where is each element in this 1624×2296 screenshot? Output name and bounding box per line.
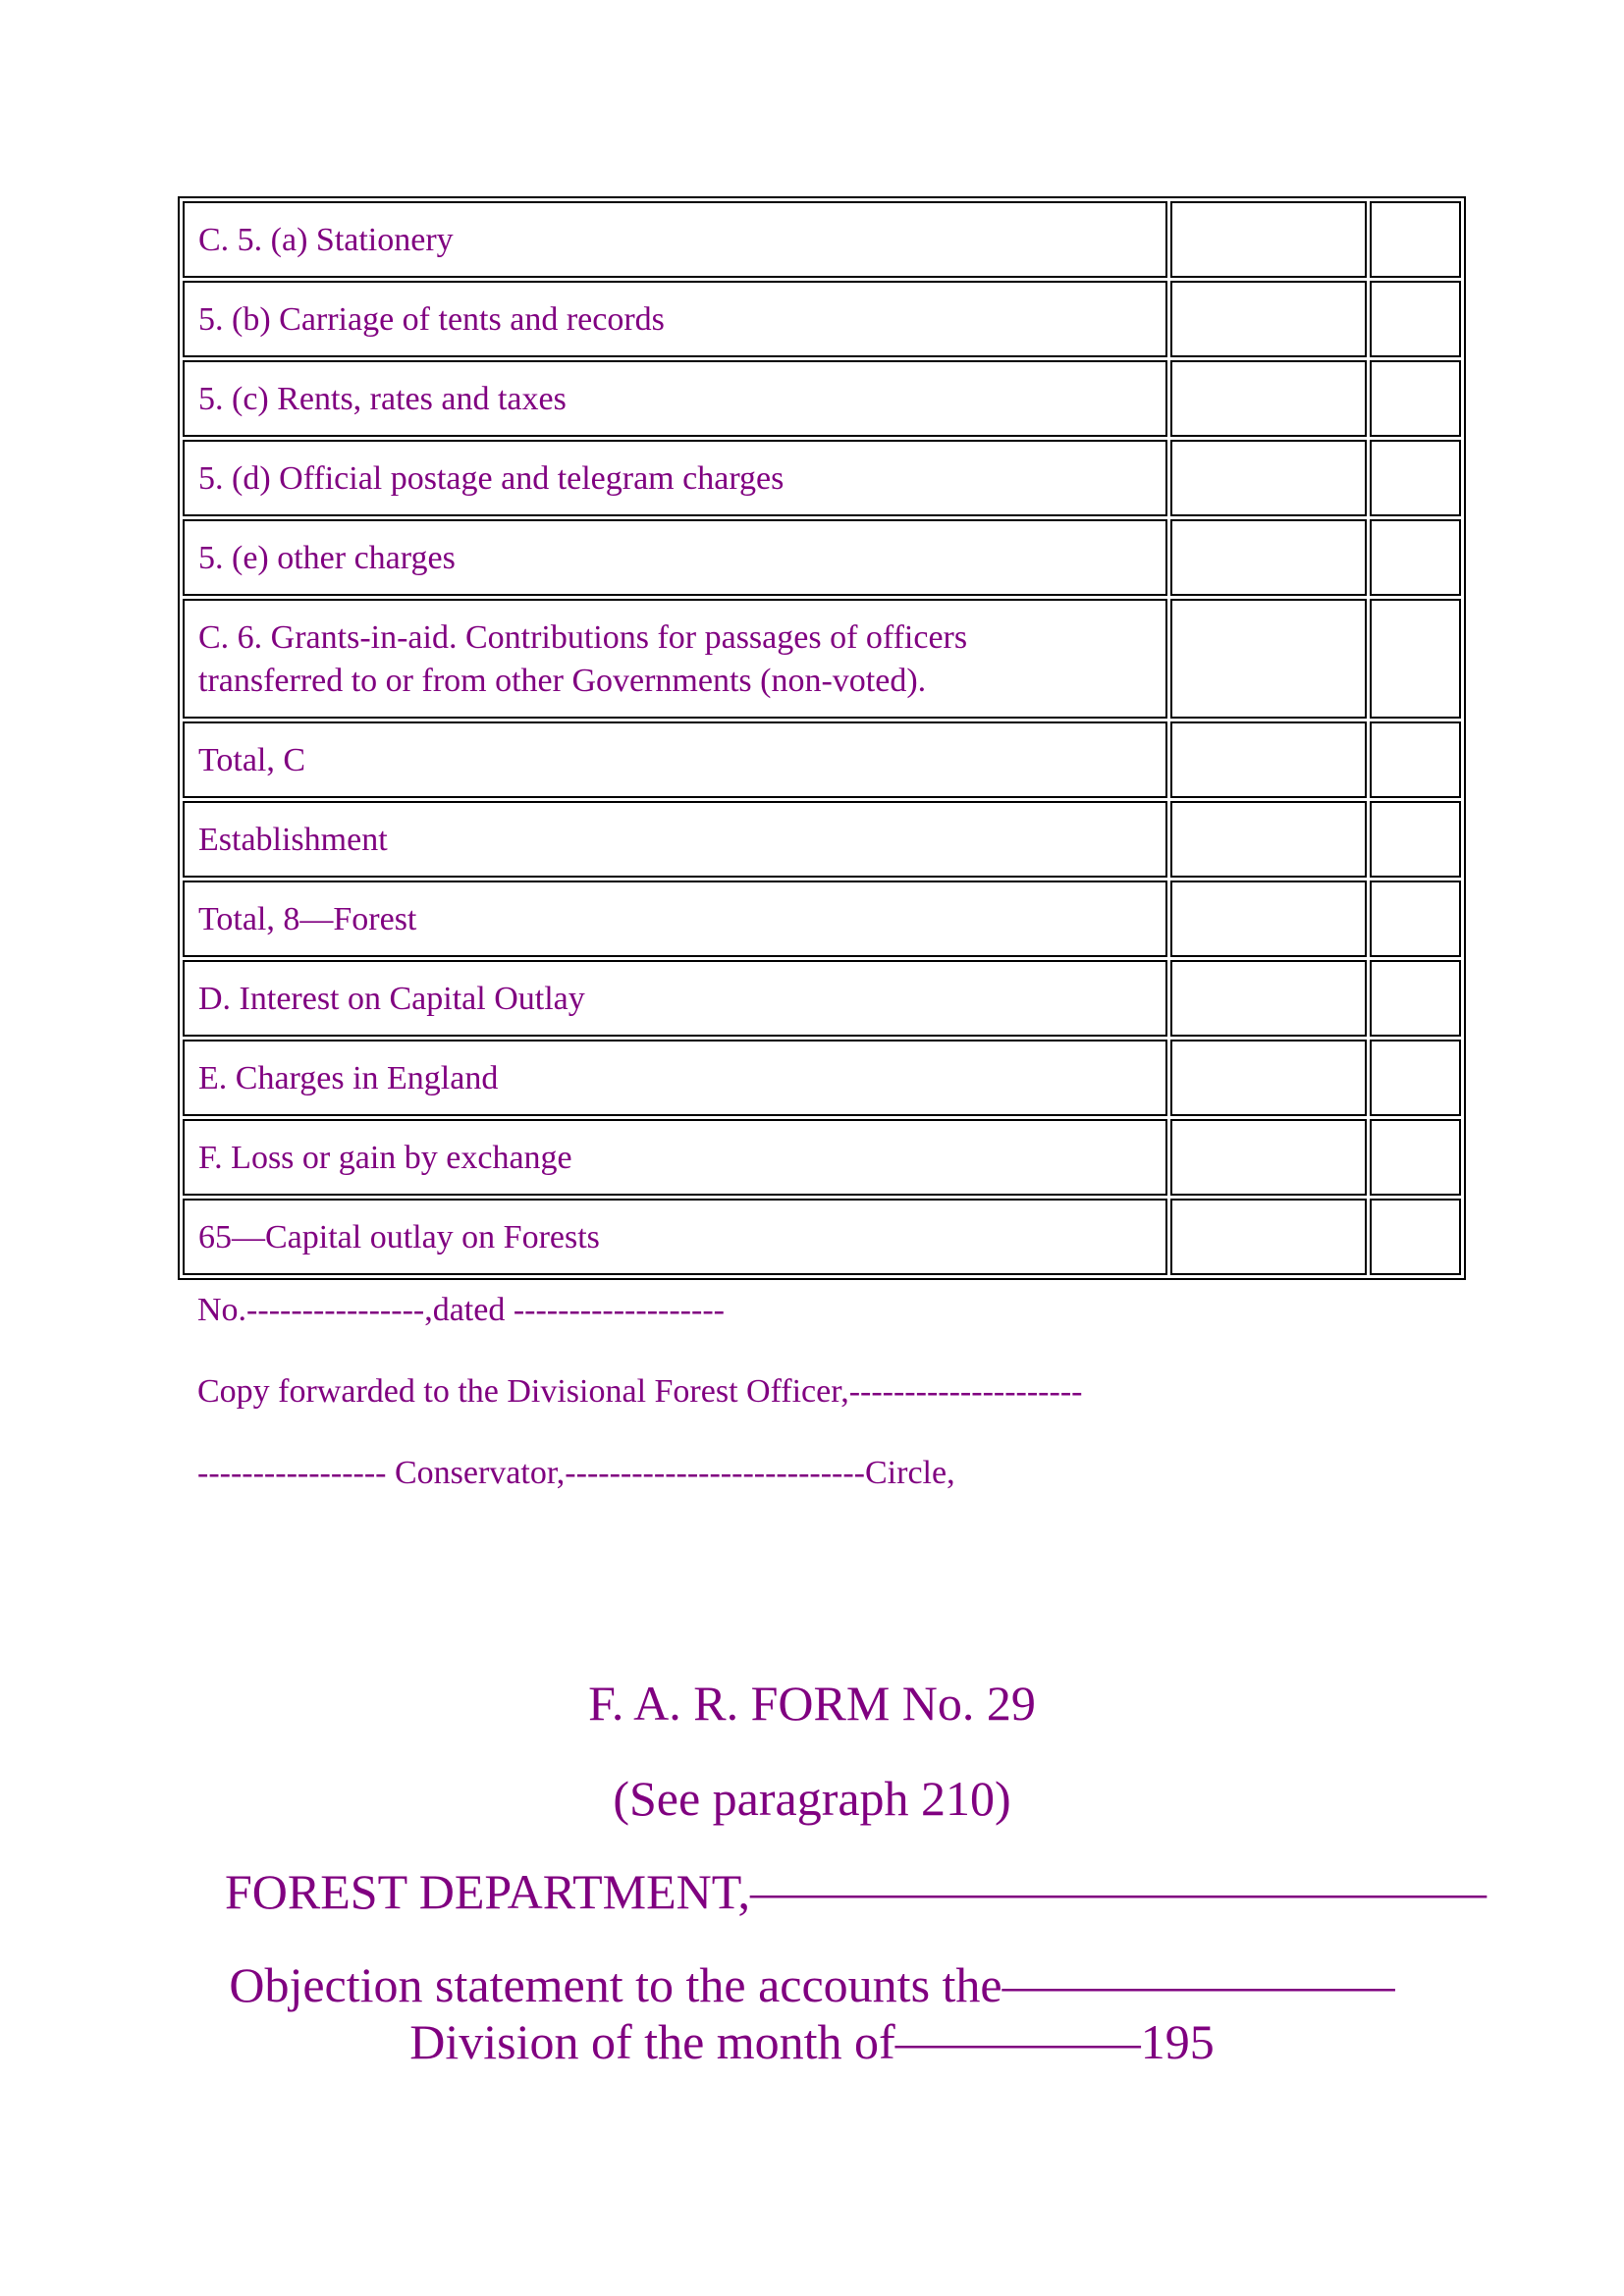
amount-cell [1170,440,1367,516]
table-row [183,721,1461,798]
amount-cell [1170,1199,1367,1275]
amount-cell [1370,1040,1461,1116]
row-label: 5. (b) Carriage of tents and records [183,281,1167,357]
expenditure-table [178,196,1466,1280]
row-label: E. Charges in England [183,1040,1167,1116]
amount-cell [1370,1199,1461,1275]
table-row [183,440,1461,516]
table-row [183,881,1461,957]
amount-cell [1170,281,1367,357]
amount-cell [1370,1119,1461,1196]
row-label: C. 5. (a) Stationery [183,201,1167,278]
table-row [183,599,1461,719]
conservator-circle-line: ----------------- Conservator,---------------------------Circle, [197,1455,955,1491]
row-label: Establishment [183,801,1167,878]
amount-cell [1370,201,1461,278]
amount-cell [1170,1119,1367,1196]
amount-cell [1370,281,1461,357]
number-dated-line: No.----------------,dated ------------------- [197,1292,725,1328]
row-label: 65—Capital outlay on Forests [183,1199,1167,1275]
table-row [183,519,1461,596]
row-label-line: transferred to or from other Governments (non-voted). [198,663,927,699]
amount-cell [1370,599,1461,719]
amount-cell [1170,801,1367,878]
amount-cell [1370,519,1461,596]
form-reference: (See paragraph 210) [613,1771,1011,1826]
row-label: D. Interest on Capital Outlay [183,960,1167,1037]
amount-cell [1370,801,1461,878]
amount-cell [1170,881,1367,957]
table-row [183,360,1461,437]
form-title: F. A. R. FORM No. 29 [588,1676,1036,1731]
row-label: Total, C [183,721,1167,798]
row-label: 5. (e) other charges [183,519,1167,596]
row-label [183,599,1167,719]
table-row [183,201,1461,278]
table-row [183,960,1461,1037]
objection-statement [0,1956,1624,2070]
table-row [183,281,1461,357]
objection-line: Objection statement to the accounts the———————— [229,1957,1395,2012]
row-label: F. Loss or gain by exchange [183,1119,1167,1196]
row-label: 5. (c) Rents, rates and taxes [183,360,1167,437]
copy-forwarded-line: Copy forwarded to the Divisional Forest Officer,--------------------- [197,1373,1083,1410]
amount-cell [1170,721,1367,798]
amount-cell [1170,360,1367,437]
objection-line: Division of the month of—————195 [409,2014,1215,2069]
amount-cell [1170,201,1367,278]
amount-cell [1170,1040,1367,1116]
amount-cell [1370,960,1461,1037]
row-label: Total, 8—Forest [183,881,1167,957]
table-row [183,1040,1461,1116]
amount-cell [1370,881,1461,957]
amount-cell [1370,440,1461,516]
amount-cell [1170,519,1367,596]
table-row [183,1119,1461,1196]
amount-cell [1370,360,1461,437]
department-heading: FOREST DEPARTMENT,——————————————— [225,1864,1488,1919]
amount-cell [1370,721,1461,798]
amount-cell [1170,599,1367,719]
amount-cell [1170,960,1367,1037]
table-row [183,1199,1461,1275]
row-label: 5. (d) Official postage and telegram charges [183,440,1167,516]
table-row [183,801,1461,878]
row-label-line: C. 6. Grants-in-aid. Contributions for passages of officers [198,619,968,656]
